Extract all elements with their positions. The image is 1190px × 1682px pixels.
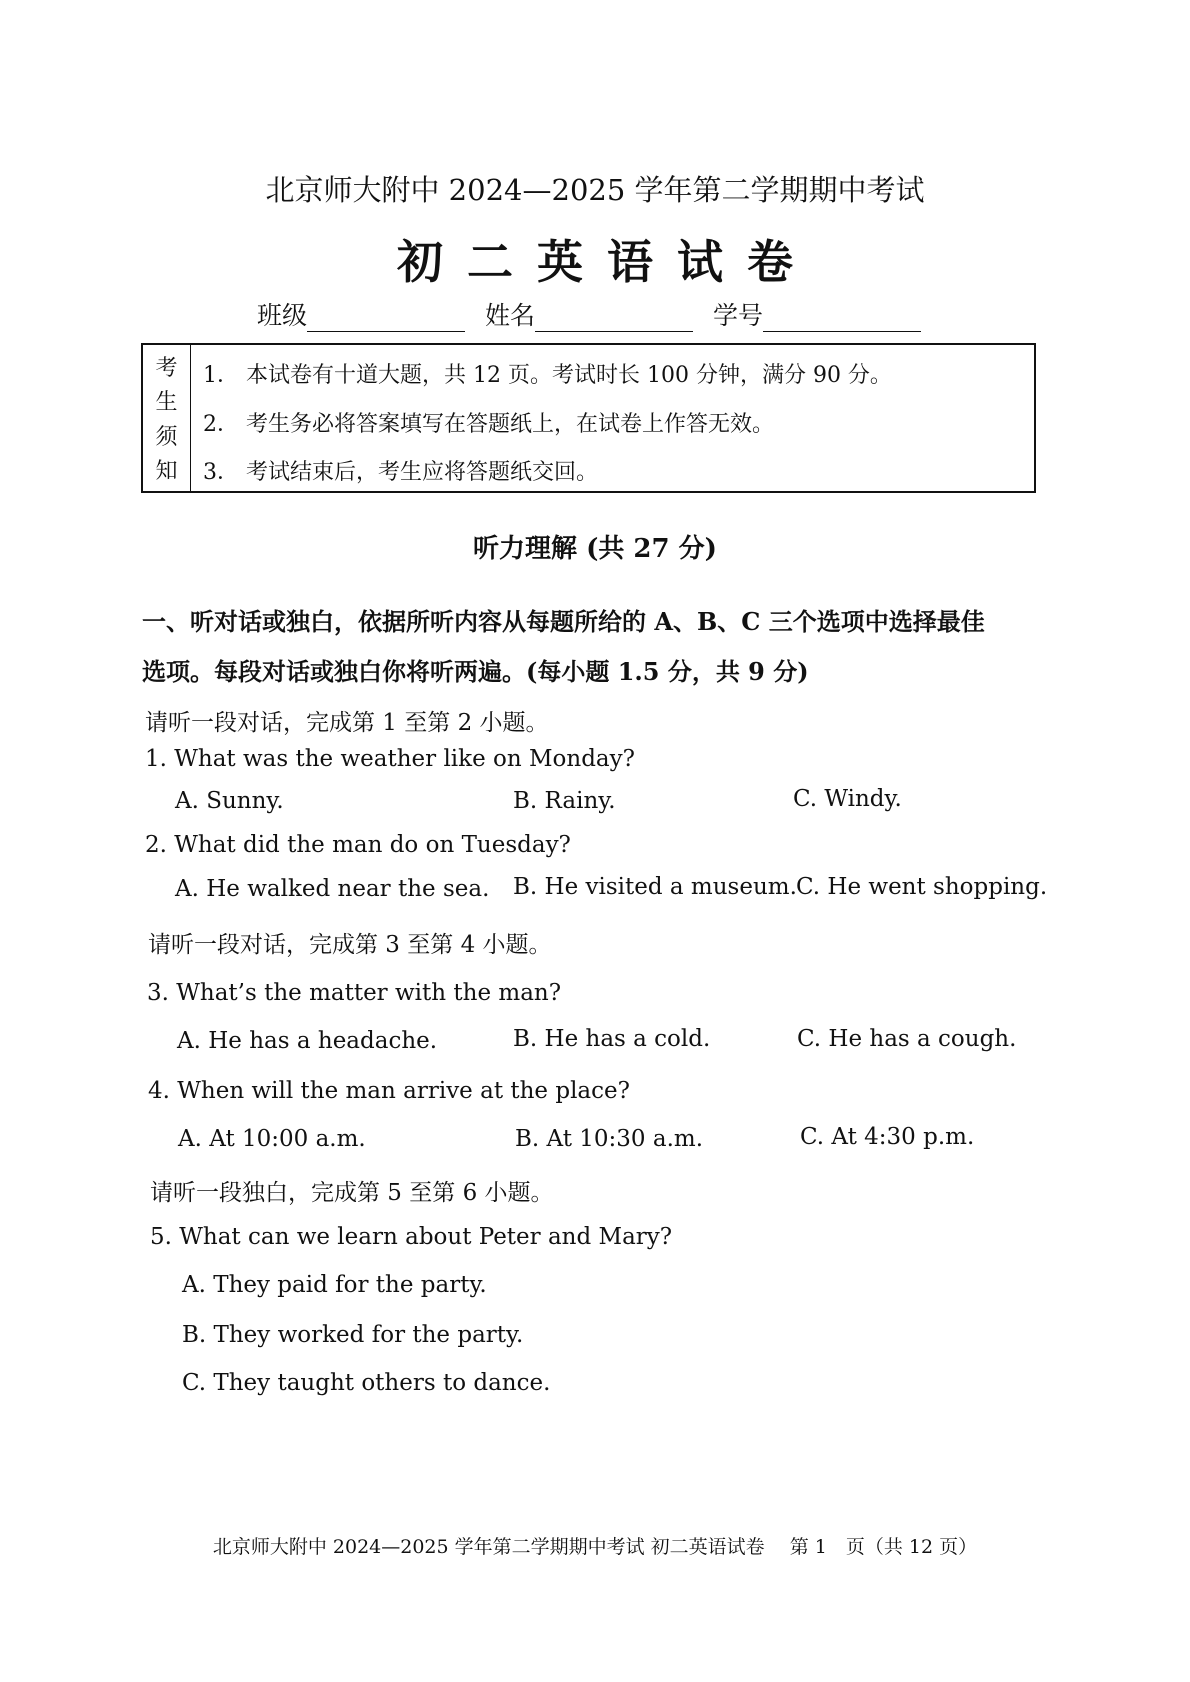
q4-option-b: B. At 10:30 a.m.	[515, 1126, 704, 1152]
section-heading: 听力理解 (共 27 分)	[473, 534, 717, 564]
q4-option-a: A. At 10:00 a.m.	[178, 1126, 366, 1152]
question-5: 5. What can we learn about Peter and Mary?	[150, 1224, 673, 1250]
notice-label-char: 须	[155, 424, 178, 450]
instruction-1: 请听一段对话，完成第 1 至第 2 小题。	[145, 710, 549, 736]
q4-option-c: C. At 4:30 p.m.	[800, 1124, 975, 1150]
notice-label-char: 生	[155, 390, 178, 416]
name-label: 姓名	[484, 301, 535, 330]
q5-option-b: B. They worked for the party.	[182, 1322, 524, 1348]
question-3: 3. What’s the matter with the man?	[147, 980, 562, 1006]
notice-item-1: 1． 本试卷有十道大题，共 12 页。考试时长 100 分钟，满分 90 分。	[203, 363, 892, 388]
q2-option-a: A. He walked near the sea.	[175, 876, 490, 902]
q3-option-a: A. He has a headache.	[177, 1028, 438, 1054]
question-1: 1. What was the weather like on Monday?	[145, 746, 635, 772]
q3-option-b: B. He has a cold.	[513, 1026, 711, 1052]
notice-item-2: 2． 考生务必将答案填写在答题纸上，在试卷上作答无效。	[203, 412, 774, 437]
instruction-3: 请听一段独白，完成第 5 至第 6 小题。	[150, 1180, 554, 1206]
q2-option-b: B. He visited a museum.	[513, 874, 797, 900]
notice-label-char: 考	[155, 355, 178, 381]
notice-label	[143, 345, 191, 491]
question-2: 2. What did the man do on Tuesday?	[145, 832, 571, 858]
q1-option-b: B. Rainy.	[513, 788, 616, 814]
part-title-line-1: 一、听对话或独白，依据所听内容从每题所给的 A、B、C 三个选项中选择最佳	[142, 607, 985, 636]
instruction-2: 请听一段对话，完成第 3 至第 4 小题。	[148, 932, 552, 958]
notice-box	[141, 343, 1036, 493]
id-blank[interactable]	[763, 307, 921, 332]
q1-option-c: C. Windy.	[793, 786, 902, 812]
q1-option-a: A. Sunny.	[175, 788, 284, 814]
q3-option-c: C. He has a cough.	[797, 1026, 1017, 1052]
class-blank[interactable]	[307, 307, 465, 332]
notice-label-char: 知	[155, 459, 178, 485]
exam-title: 北京师大附中 2024—2025 学年第二学期期中考试	[265, 173, 925, 207]
class-label: 班级	[257, 301, 308, 330]
q5-option-a: A. They paid for the party.	[182, 1272, 487, 1298]
q2-option-c: C. He went shopping.	[796, 874, 1048, 900]
notice-item-3: 3． 考试结束后，考生应将答题纸交回。	[203, 460, 598, 485]
q5-option-c: C. They taught others to dance.	[182, 1370, 551, 1396]
id-label: 学号	[712, 301, 763, 330]
part-title-line-2: 选项。每段对话或独白你将听两遍。(每小题 1.5 分，共 9 分)	[142, 657, 809, 686]
student-info-row	[0, 296, 1190, 332]
question-4: 4. When will the man arrive at the place?	[148, 1078, 630, 1104]
paper-title: 初二英语试卷	[397, 235, 817, 289]
page-footer: 北京师大附中 2024—2025 学年第二学期期中考试 初二英语试卷 第 1 页（共 12 页）	[212, 1536, 978, 1558]
name-blank[interactable]	[535, 307, 693, 332]
